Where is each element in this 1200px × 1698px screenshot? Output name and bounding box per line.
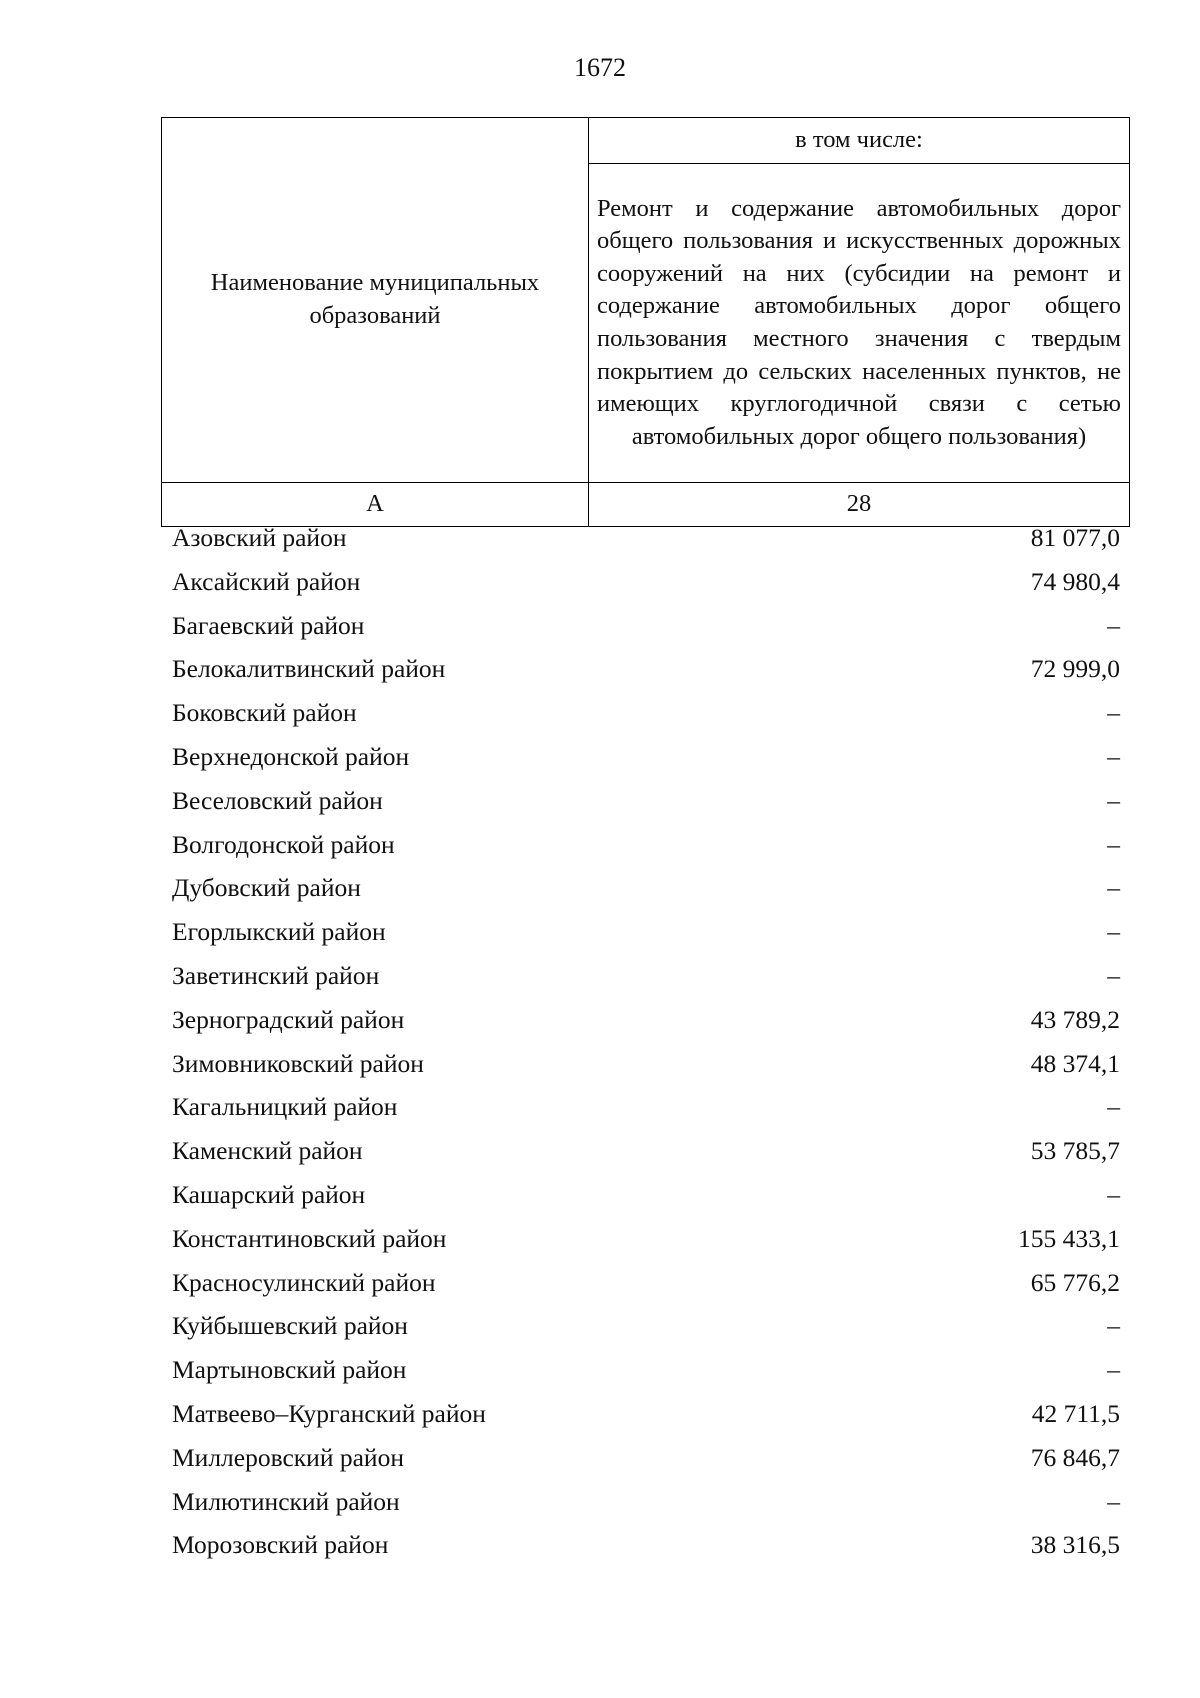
row-value: 48 374,1 [1030, 1048, 1120, 1078]
table-row [172, 1085, 1120, 1129]
table-row [172, 604, 1120, 648]
row-value: 65 776,2 [1030, 1267, 1120, 1297]
table-row [172, 1042, 1120, 1086]
table-row [172, 647, 1120, 691]
table-row [172, 1304, 1120, 1348]
row-name: Заветинский район [172, 960, 380, 990]
row-value: – [1107, 1486, 1120, 1516]
table-row [172, 1480, 1120, 1524]
row-value: 43 789,2 [1030, 1004, 1120, 1034]
table-row [172, 954, 1120, 998]
table-row [172, 560, 1120, 604]
row-value: – [1107, 829, 1120, 859]
row-name: Каменский район [172, 1136, 363, 1166]
row-name: Мартыновский район [172, 1355, 407, 1385]
page-number: 1672 [574, 53, 626, 82]
column-subheader: в том числе: [589, 118, 1130, 164]
table-row [172, 866, 1120, 910]
table-row [172, 1261, 1120, 1305]
row-value: – [1107, 1179, 1120, 1209]
row-name: Багаевский район [172, 610, 365, 640]
row-value: – [1107, 960, 1120, 990]
row-value: – [1107, 917, 1120, 947]
table-row [172, 823, 1120, 867]
table-row [172, 1129, 1120, 1173]
table-row [172, 998, 1120, 1042]
row-name: Дубовский район [172, 873, 361, 903]
table-row [172, 1348, 1120, 1392]
row-name: Константиновский район [172, 1223, 447, 1253]
row-name: Красносулинский район [172, 1267, 436, 1297]
row-value: – [1107, 610, 1120, 640]
row-name: Аксайский район [172, 566, 361, 596]
row-value: 155 433,1 [1018, 1223, 1120, 1253]
row-name: Матвеево–Курганский район [172, 1398, 486, 1428]
row-name: Куйбышевский район [172, 1311, 408, 1341]
column-header-name: Наименование муниципальных образований [162, 118, 589, 483]
table-row [172, 1217, 1120, 1261]
table-row [172, 779, 1120, 823]
row-name: Егорлыкский район [172, 917, 386, 947]
table-header [161, 117, 1130, 527]
row-value: – [1107, 785, 1120, 815]
row-value: 42 711,5 [1031, 1398, 1120, 1428]
row-name: Волгодонской район [172, 829, 395, 859]
row-name: Азовский район [172, 523, 347, 552]
table-row [172, 1523, 1120, 1567]
table-row [172, 516, 1120, 560]
column-index-letter: А [162, 483, 589, 527]
data-rows [172, 516, 1120, 1567]
row-name: Кашарский район [172, 1179, 366, 1209]
row-name: Веселовский район [172, 785, 383, 815]
column-index-number: 28 [589, 483, 1130, 527]
row-value: – [1107, 1355, 1120, 1385]
table-row [172, 735, 1120, 779]
row-value: 74 980,4 [1030, 566, 1120, 596]
row-name: Кагальницкий район [172, 1092, 398, 1122]
table-row [172, 1436, 1120, 1480]
row-value: 38 316,5 [1030, 1530, 1120, 1560]
row-name: Милютинский район [172, 1486, 400, 1516]
row-value: – [1107, 741, 1120, 771]
row-name: Зимовниковский район [172, 1048, 424, 1078]
row-value: 81 077,0 [1030, 523, 1120, 552]
table-row [172, 910, 1120, 954]
row-value: 76 846,7 [1030, 1442, 1120, 1472]
row-name: Белокалитвинский район [172, 654, 446, 684]
column-header-description: Ремонт и содержание автомобильных дорог общего пользования и искусственных дорожных сооружений на них (субсидии на ремонт и содержание автомобильных дорог общего пользования местного значения с твердым покрытием до сельских населенных пунктов, не имеющих круглогодичной связи с сетью автомобильных дорог общего пользования) [589, 164, 1130, 483]
row-name: Верхнедонской район [172, 741, 410, 771]
row-name: Боковский район [172, 698, 357, 728]
row-value: – [1107, 1311, 1120, 1341]
row-name: Морозовский район [172, 1530, 389, 1560]
row-value: 72 999,0 [1030, 654, 1120, 684]
row-value: – [1107, 873, 1120, 903]
table-row [172, 691, 1120, 735]
table-row [172, 1392, 1120, 1436]
row-value: – [1107, 1092, 1120, 1122]
table-row [172, 1173, 1120, 1217]
row-value: 53 785,7 [1030, 1136, 1120, 1166]
row-value: – [1107, 698, 1120, 728]
row-name: Зерноградский район [172, 1004, 405, 1034]
row-name: Миллеровский район [172, 1442, 404, 1472]
